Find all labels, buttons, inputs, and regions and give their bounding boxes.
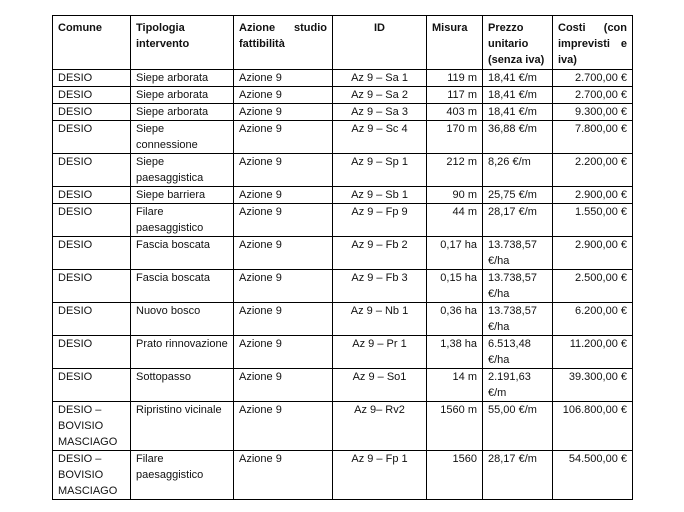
table-row [53, 154, 633, 187]
cell-azione: Azione 9 [234, 237, 333, 270]
cell-tipologia: Ripristino vicinale [131, 402, 234, 451]
cell-tipologia: Siepe arborata [131, 104, 234, 121]
cell-costi: 6.200,00 € [553, 303, 633, 336]
cell-tipologia: Prato rinnovazione [131, 336, 234, 369]
cell-comune: DESIO [53, 70, 131, 87]
cell-costi: 2.700,00 € [553, 87, 633, 104]
cell-misura: 90 m [427, 187, 483, 204]
cell-tipologia: Siepe connessione [131, 121, 234, 154]
cell-tipologia: Sottopasso [131, 369, 234, 402]
cell-comune: DESIO [53, 204, 131, 237]
cell-azione: Azione 9 [234, 451, 333, 500]
cell-tipologia: Siepe paesaggistica [131, 154, 234, 187]
cell-id: Az 9 – Sa 1 [333, 70, 427, 87]
cell-costi: 1.550,00 € [553, 204, 633, 237]
cell-prezzo: 18,41 €/m [483, 70, 553, 87]
cell-id: Az 9 – Nb 1 [333, 303, 427, 336]
table-row [53, 451, 633, 500]
table-row [53, 237, 633, 270]
cell-misura: 0,15 ha [427, 270, 483, 303]
cell-comune: DESIO [53, 187, 131, 204]
cell-misura: 119 m [427, 70, 483, 87]
cell-misura: 0,17 ha [427, 237, 483, 270]
cell-costi: 2.900,00 € [553, 187, 633, 204]
cell-azione: Azione 9 [234, 270, 333, 303]
cell-id: Az 9 – Fp 9 [333, 204, 427, 237]
cell-id: Az 9 – Fb 2 [333, 237, 427, 270]
cell-misura: 212 m [427, 154, 483, 187]
cell-prezzo: 36,88 €/m [483, 121, 553, 154]
cell-costi: 2.700,00 € [553, 70, 633, 87]
cell-prezzo: 13.738,57 €/ha [483, 270, 553, 303]
cell-azione: Azione 9 [234, 402, 333, 451]
cell-comune: DESIO [53, 121, 131, 154]
table-row [53, 87, 633, 104]
cost-table [52, 15, 633, 500]
table-row [53, 121, 633, 154]
cell-tipologia: Filare paesaggistico [131, 451, 234, 500]
cell-comune: DESIO [53, 104, 131, 121]
cell-prezzo: 2.191,63 €/m [483, 369, 553, 402]
cell-prezzo: 25,75 €/m [483, 187, 553, 204]
cell-costi: 11.200,00 € [553, 336, 633, 369]
cell-tipologia: Siepe arborata [131, 87, 234, 104]
cell-azione: Azione 9 [234, 70, 333, 87]
cell-misura: 170 m [427, 121, 483, 154]
header-prezzo: Prezzo unitario (senza iva) [483, 16, 553, 70]
cell-costi: 106.800,00 € [553, 402, 633, 451]
header-costi: Costi (con imprevisti e iva) [553, 16, 633, 70]
cell-azione: Azione 9 [234, 154, 333, 187]
cell-costi: 2.500,00 € [553, 270, 633, 303]
cell-prezzo: 18,41 €/m [483, 87, 553, 104]
cell-misura: 1560 m [427, 402, 483, 451]
cell-comune: DESIO [53, 154, 131, 187]
cell-azione: Azione 9 [234, 87, 333, 104]
header-id: ID [333, 16, 427, 70]
cell-misura: 1,38 ha [427, 336, 483, 369]
table-row [53, 70, 633, 87]
cell-comune: DESIO [53, 303, 131, 336]
cell-prezzo: 8,26 €/m [483, 154, 553, 187]
cell-tipologia: Fascia boscata [131, 237, 234, 270]
table-row [53, 303, 633, 336]
cell-misura: 0,36 ha [427, 303, 483, 336]
table-row [53, 369, 633, 402]
cell-azione: Azione 9 [234, 303, 333, 336]
table-row [53, 270, 633, 303]
cell-comune: DESIO [53, 270, 131, 303]
cell-id: Az 9 – Sa 2 [333, 87, 427, 104]
cell-costi: 2.900,00 € [553, 237, 633, 270]
header-comune: Comune [53, 16, 131, 70]
cell-azione: Azione 9 [234, 204, 333, 237]
cell-misura: 14 m [427, 369, 483, 402]
table-row [53, 204, 633, 237]
cell-costi: 54.500,00 € [553, 451, 633, 500]
cell-prezzo: 6.513,48 €/ha [483, 336, 553, 369]
cell-misura: 1560 [427, 451, 483, 500]
cell-costi: 7.800,00 € [553, 121, 633, 154]
cell-prezzo: 28,17 €/m [483, 204, 553, 237]
cell-id: Az 9 – Pr 1 [333, 336, 427, 369]
table-row [53, 104, 633, 121]
cell-id: Az 9 – Sb 1 [333, 187, 427, 204]
cell-id: Az 9 – Fp 1 [333, 451, 427, 500]
cell-prezzo: 55,00 €/m [483, 402, 553, 451]
cell-costi: 2.200,00 € [553, 154, 633, 187]
cell-comune: DESIO [53, 369, 131, 402]
header-tipologia: Tipologia intervento [131, 16, 234, 70]
cell-costi: 39.300,00 € [553, 369, 633, 402]
cell-azione: Azione 9 [234, 336, 333, 369]
cell-tipologia: Nuovo bosco [131, 303, 234, 336]
cell-azione: Azione 9 [234, 104, 333, 121]
cell-prezzo: 13.738,57 €/ha [483, 237, 553, 270]
header-azione: Azione studio fattibilità [234, 16, 333, 70]
cell-misura: 117 m [427, 87, 483, 104]
cell-misura: 403 m [427, 104, 483, 121]
cell-id: Az 9 – Sa 3 [333, 104, 427, 121]
cell-misura: 44 m [427, 204, 483, 237]
cell-tipologia: Siepe barriera [131, 187, 234, 204]
cell-id: Az 9 – Fb 3 [333, 270, 427, 303]
cell-id: Az 9 – Sc 4 [333, 121, 427, 154]
header-row [53, 16, 633, 70]
cell-costi: 9.300,00 € [553, 104, 633, 121]
cell-azione: Azione 9 [234, 369, 333, 402]
cell-id: Az 9– Rv2 [333, 402, 427, 451]
table-row [53, 187, 633, 204]
table-row [53, 336, 633, 369]
cell-comune: DESIO [53, 336, 131, 369]
cell-prezzo: 18,41 €/m [483, 104, 553, 121]
table-row [53, 402, 633, 451]
cell-azione: Azione 9 [234, 121, 333, 154]
cell-prezzo: 28,17 €/m [483, 451, 553, 500]
cell-tipologia: Fascia boscata [131, 270, 234, 303]
cell-id: Az 9 – So1 [333, 369, 427, 402]
header-misura: Misura [427, 16, 483, 70]
cell-comune: DESIO [53, 87, 131, 104]
cell-tipologia: Filare paesaggistico [131, 204, 234, 237]
cell-comune: DESIO – BOVISIO MASCIAGO [53, 402, 131, 451]
cell-id: Az 9 – Sp 1 [333, 154, 427, 187]
cell-comune: DESIO [53, 237, 131, 270]
cell-azione: Azione 9 [234, 187, 333, 204]
cell-comune: DESIO – BOVISIO MASCIAGO [53, 451, 131, 500]
cell-tipologia: Siepe arborata [131, 70, 234, 87]
cell-prezzo: 13.738,57 €/ha [483, 303, 553, 336]
